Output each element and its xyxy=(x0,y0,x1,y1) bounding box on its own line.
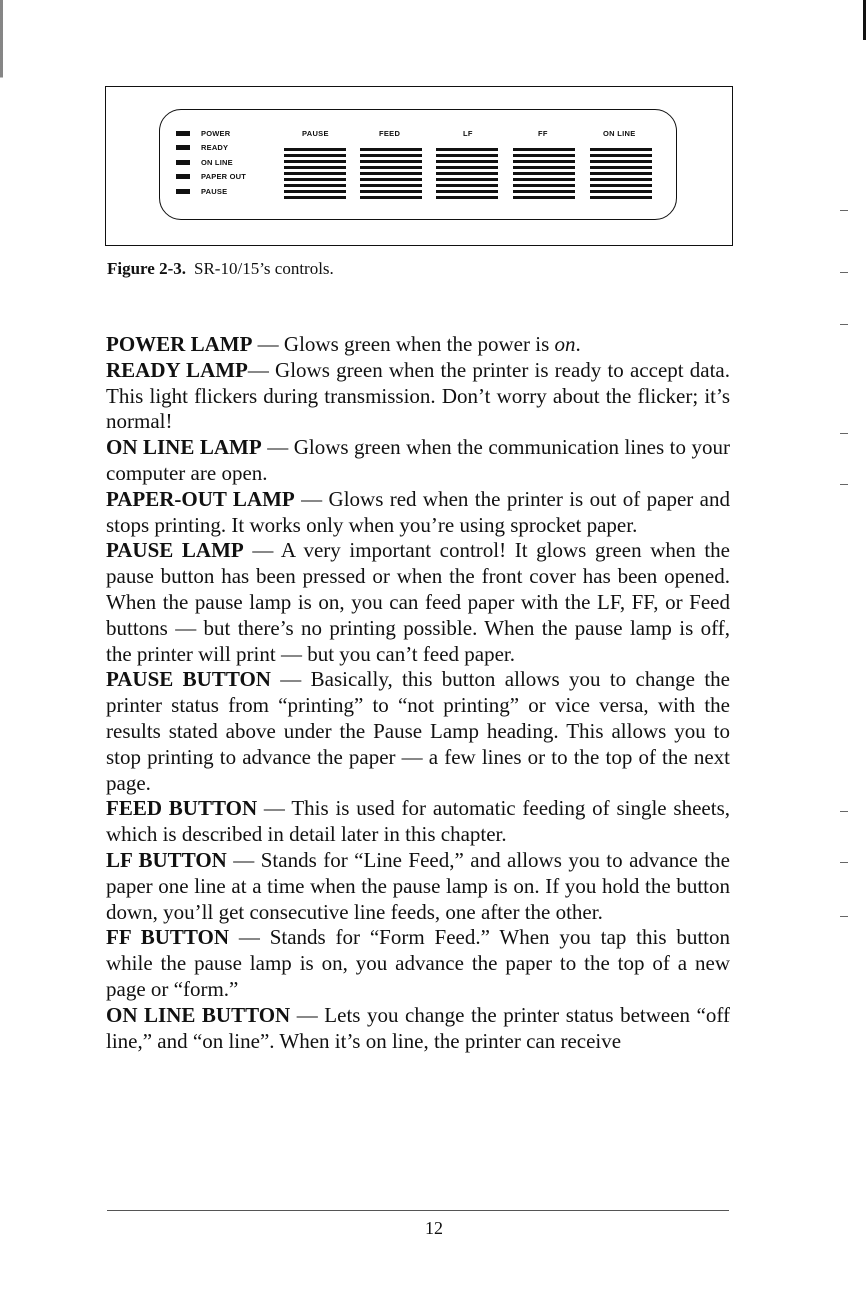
paragraph-power-lamp xyxy=(106,332,730,358)
button-label-on-line: ON LINE xyxy=(603,129,636,138)
lamp-list xyxy=(176,126,246,199)
term: LF BUTTON xyxy=(106,847,227,872)
paragraph-on-line-lamp xyxy=(106,435,730,487)
lamp-label: READY xyxy=(201,143,229,153)
lamp-indicator-icon xyxy=(176,160,190,165)
definition: — Glows green when the power is xyxy=(252,332,555,356)
lamp-indicator-icon xyxy=(176,145,190,150)
definition: — Glows green when the printer is ready to accept data. This light flickers during transmission. Don’t worry about the flicker; it’s normal! xyxy=(106,357,730,434)
on-line-button-icon xyxy=(590,148,652,202)
paragraph-paper-out-lamp xyxy=(106,487,730,539)
scan-mark xyxy=(840,210,848,211)
emphasis: on xyxy=(554,332,576,356)
scan-mark xyxy=(840,862,848,863)
paragraph-ff-button xyxy=(106,925,730,1002)
term: READY LAMP xyxy=(106,357,248,382)
lamp-indicator-icon xyxy=(176,189,190,194)
button-label-feed: FEED xyxy=(379,129,401,138)
scan-mark xyxy=(840,811,848,812)
figure-frame xyxy=(105,86,733,246)
lamp-indicator-icon xyxy=(176,174,190,179)
lamp-label: PAPER OUT xyxy=(201,172,246,182)
lamp-paper-out xyxy=(176,170,246,185)
term: PAUSE LAMP xyxy=(106,538,244,563)
scan-edge-right xyxy=(863,0,866,40)
term: POWER LAMP xyxy=(106,332,253,356)
lamp-label: POWER xyxy=(201,128,231,138)
ff-button-icon xyxy=(513,148,575,202)
figure-caption xyxy=(107,259,334,279)
lamp-indicator-icon xyxy=(176,131,190,136)
lamp-power xyxy=(176,126,246,141)
caption-text: SR-10/15’s controls. xyxy=(194,259,334,278)
definition: — Basically, this button allows you to change the printer status from “printing” to “not printing” or vice versa, with the results stated above under the Pause Lamp heading. This allows you to stop printing to advance the paper — a few lines or to the top of the next page. xyxy=(106,667,730,795)
lamp-label: ON LINE xyxy=(201,157,233,167)
button-label-pause: PAUSE xyxy=(302,129,329,138)
paragraph-pause-lamp xyxy=(106,538,730,667)
paragraph-pause-button xyxy=(106,667,730,796)
pause-button-icon xyxy=(284,148,346,202)
scan-mark xyxy=(840,916,848,917)
paragraph-ready-lamp xyxy=(106,358,730,435)
button-label-lf: LF xyxy=(463,129,473,138)
term: PAUSE BUTTON xyxy=(106,667,271,692)
feed-button-icon xyxy=(360,148,422,202)
scan-mark xyxy=(840,324,848,325)
lamp-pause xyxy=(176,184,246,199)
control-panel-diagram xyxy=(159,109,677,220)
paragraph-feed-button xyxy=(106,796,730,848)
caption-label: Figure 2-3. xyxy=(107,259,187,278)
lamp-on-line xyxy=(176,155,246,170)
lf-button-icon xyxy=(436,148,498,202)
definition: — Stands for “Form Feed.” When you tap this button while the pause lamp is on, you advance the paper to the top of a new page or “form.” xyxy=(106,925,731,1001)
lamp-ready xyxy=(176,141,246,156)
definition: — Glows green when the communication lines to your computer are open. xyxy=(106,435,730,485)
scan-mark xyxy=(840,484,848,485)
definition-tail: . xyxy=(575,332,581,356)
scan-edge-left xyxy=(0,0,3,1290)
definition: — Stands for “Line Feed,” and allows you to advance the paper one line at a time when the pause lamp is on. If you hold the button down, you’ll get consecutive line feeds, one after the other. xyxy=(106,847,730,924)
page-number: 12 xyxy=(425,1218,443,1238)
definition: — This is used for automatic feeding of single sheets, which is described in detail later in this chapter. xyxy=(106,796,730,847)
term: FF BUTTON xyxy=(106,925,230,950)
lamp-label: PAUSE xyxy=(201,186,228,196)
paragraph-on-line-button xyxy=(106,1003,730,1055)
paragraph-lf-button xyxy=(106,848,730,925)
button-label-ff: FF xyxy=(538,129,548,138)
term: PAPER-OUT LAMP xyxy=(106,486,295,511)
definition: — Glows red when the printer is out of paper and stops printing. It works only when you’re using sprocket paper. xyxy=(106,486,730,537)
scan-mark xyxy=(840,272,848,273)
definition: — A very important control! It glows green when the pause button has been pressed or when the front cover has been opened. When the pause lamp is on, you can feed paper with the LF, FF, or Feed buttons — but there’s no printing possible. When the pause lamp is off, the printer will print — but you can’t feed paper. xyxy=(106,538,730,666)
footer-rule xyxy=(107,1210,729,1211)
definition: — Lets you change the printer status between “off line,” and “on line”. When it’s on line, the printer can receive xyxy=(106,1002,730,1053)
term: FEED BUTTON xyxy=(106,796,258,821)
term: ON LINE LAMP xyxy=(106,435,262,460)
term: ON LINE BUTTON xyxy=(106,1002,291,1027)
body-text xyxy=(106,332,730,1054)
scan-mark xyxy=(840,433,848,434)
